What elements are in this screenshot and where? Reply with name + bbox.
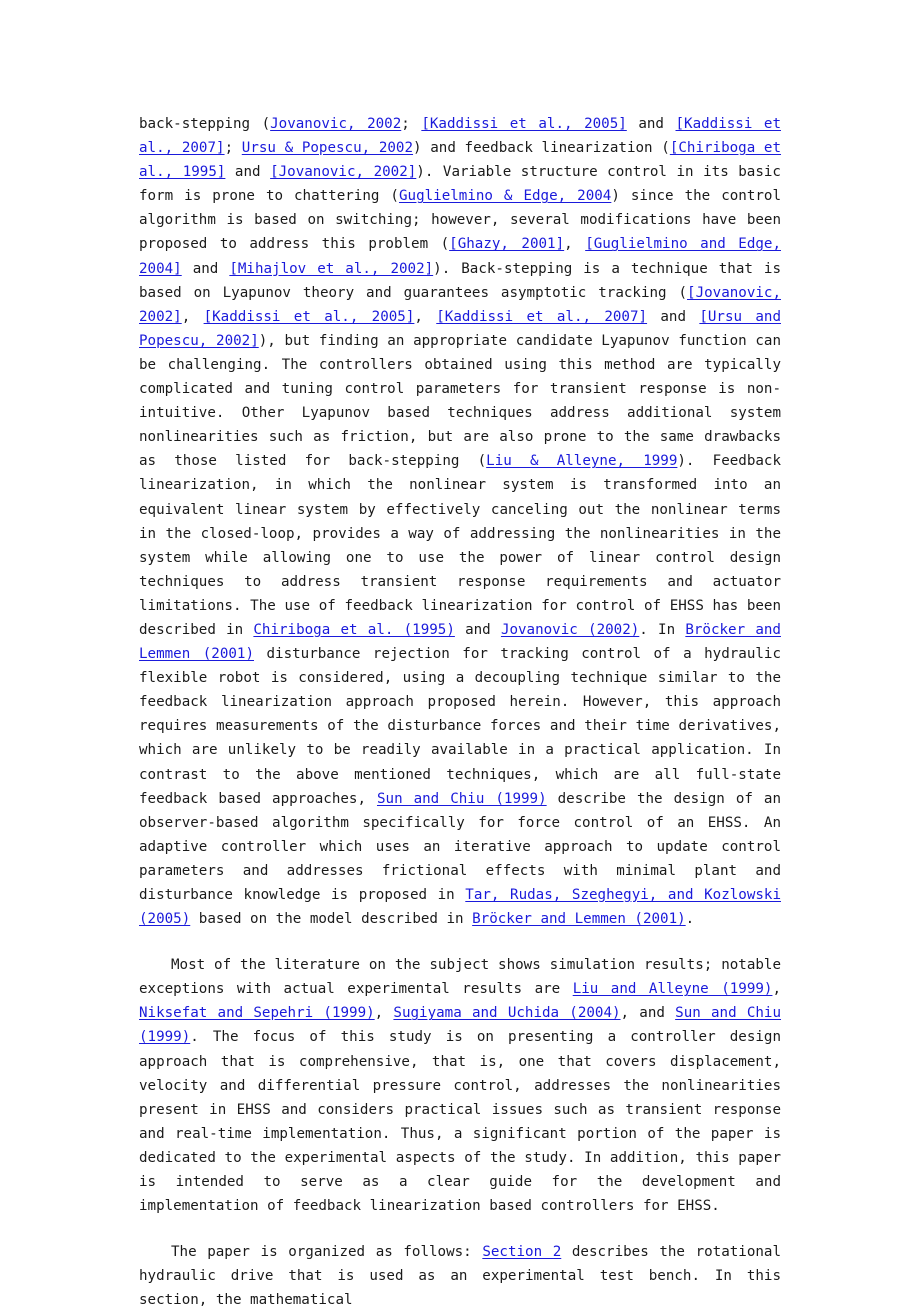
paragraph-text: ; [224,140,242,157]
paragraph-text: describe the design of an observer-based algorithm specifically for force control of an EHSS. An adaptive controller which uses an iterative approach to update control parameters and addresses frictional effects with minimal plant and disturbance knowledge is proposed in [139,790,781,903]
citation-link[interactable]: Chiriboga et al. (1995) [253,621,455,638]
paragraph-text: . The focus of this study is on presenting a controller design approach that is comprehensive, that is, one that covers displacement, velocity and differential pressure control, addresses the nonlinearities present in EHSS and considers practical issues such as transient response and real-time implementation. Thus, a significant portion of the paper is dedicated to the experimental aspects of the study. In addition, this paper is intended to serve as a clear guide for the development and implementation of feedback linearization based controllers for EHSS. [139,1029,781,1215]
paragraph-text: The paper is organized as follows: [171,1244,483,1261]
citation-link[interactable]: Jovanovic, 2002 [270,116,402,132]
paragraph-text: based on the model described in [190,911,473,928]
citation-link[interactable]: Guglielmino & Edge, 2004 [398,188,612,205]
citation-link[interactable]: Ursu & Popescu, 2002 [241,140,414,157]
paragraph-text: and [454,621,501,638]
paragraph-text: and [225,164,271,181]
paragraph-text: ), but finding an appropriate candidate Lyapunov function can be challenging. The controllers obtained using this method are typically complicated and tuning control parameters for transient response is non-intuitive. Other Lyapunov based techniques address additional system nonlinearities such as friction, but are also prone to the same drawbacks as those listed for back-stepping ( [139,332,781,470]
citation-link[interactable]: [Kaddissi et al., 2005] [421,116,627,132]
paragraph-text: , [374,1005,394,1022]
paragraph-text: back-stepping ( [139,116,271,132]
paragraph-text: ). Feedback linearization, in which the nonlinear system is transformed into an equivalent linear system by effectively canceling out the nonlinear terms in the closed-loop, provides a way of addressing the nonlinearities in the system while allowing one to use the power of linear control design techniques to address transient response requirements and actuator limitations. The use of feedback linearization for control of EHSS has been described in [139,453,781,638]
citation-link[interactable]: Sun and Chiu (1999) [376,790,547,807]
citation-link[interactable]: [Mihajlov et al., 2002] [229,260,434,277]
citation-link[interactable]: [Kaddissi et al., 2007] [436,308,648,325]
paragraph-text: disturbance rejection for tracking control of a hydraulic flexible robot is considered, using a decoupling technique similar to the feedback linearization approach proposed herein. However, this approach requires measurements of the disturbance forces and their time derivatives, which are unlikely to be readily available in a practical application. In contrast to the above mentioned techniques, which are all full-state feedback based approaches, [139,646,781,807]
paragraph-text: and [181,260,230,277]
paragraph-2 [139,953,781,1218]
paragraph-text: , and [620,1005,676,1022]
citation-link[interactable]: Niksefat and Sepehri (1999) [139,1005,375,1022]
paragraph-1 [139,112,781,931]
citation-link[interactable]: Bröcker and Lemmen (2001) [139,621,781,663]
citation-link[interactable]: Sugiyama and Uchida (2004) [393,1005,621,1022]
citation-link[interactable]: [Kaddissi et al., 2005] [203,308,415,325]
paragraph-text: ). Back-stepping is a technique that is based on Lyapunov theory and guarantees asymptotic tracking ( [139,260,781,301]
citation-link[interactable]: [Kaddissi et al., 2007] [139,116,781,157]
paragraph-text: . In [639,621,686,638]
citation-link[interactable]: Liu & Alleyne, 1999 [486,453,678,470]
citation-link[interactable]: [Ghazy, 2001] [449,236,565,253]
paragraph-text: ; [401,116,422,132]
citation-link[interactable]: Jovanovic (2002) [500,621,640,638]
paragraph-text: . [685,911,695,928]
citation-link[interactable]: [Ursu and Popescu, 2002] [139,308,781,349]
paragraph-text: , [564,236,586,253]
paragraph-text: ) since the control algorithm is based on switching; however, several modifications have been proposed to address this problem ( [139,188,781,253]
paragraph-text: , [772,981,781,998]
document-page [139,112,781,1313]
citation-link[interactable]: Sun and Chiu (1999) [139,1005,782,1046]
paragraph-text: , [414,308,437,325]
paragraph-text: , [181,308,204,325]
paragraph-text: Most of the literature on the subject shows simulation results; notable exceptions with actual experimental results are [139,957,781,998]
citation-link[interactable]: Bröcker and Lemmen (2001) [472,911,686,928]
paragraph-text: ). Variable structure control in its basic form is prone to chattering ( [139,164,781,205]
citation-link[interactable]: [Jovanovic, 2002] [139,284,781,325]
paragraph-text: and [626,116,676,132]
citation-link[interactable]: Liu and Alleyne (1999) [572,981,773,998]
citation-link[interactable]: Tar, Rudas, Szeghegyi, and Kozlowski (2005) [139,887,781,928]
citation-link[interactable]: [Chiriboga et al., 1995] [139,140,782,181]
citation-link[interactable]: [Guglielmino and Edge, 2004] [139,236,781,277]
citation-link[interactable]: Section 2 [482,1244,562,1261]
citation-link[interactable]: [Jovanovic, 2002] [270,164,417,181]
paragraph-text: and [647,308,700,325]
paragraph-text: describes the rotational hydraulic drive that is used as an experimental test bench. In this section, the mathematical [139,1244,781,1309]
paragraph-text: ) and feedback linearization ( [413,140,670,157]
